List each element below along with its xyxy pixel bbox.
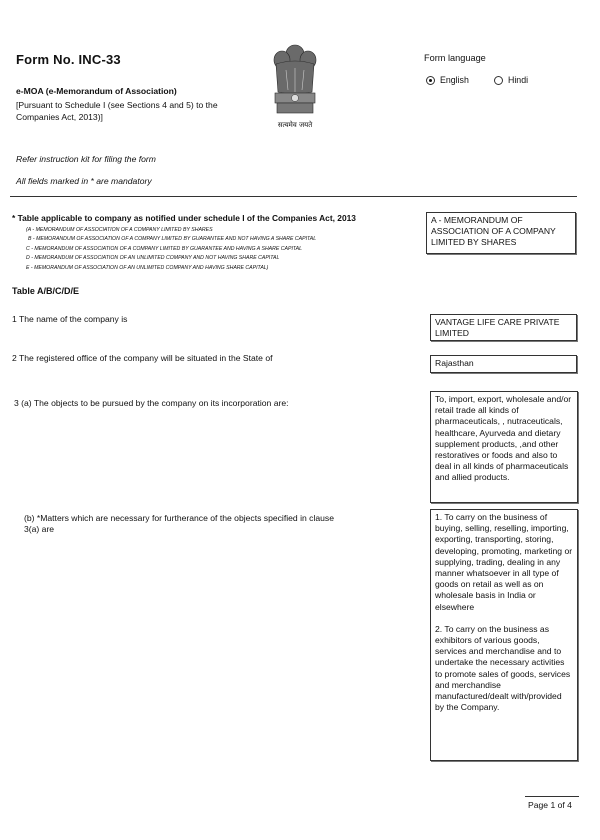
language-option-label: Hindi	[508, 75, 529, 85]
form-subtitle: e-MOA (e-Memorandum of Association)	[16, 86, 177, 96]
form-language-label: Form language	[424, 53, 486, 63]
page-number: Page 1 of 4	[528, 800, 572, 810]
matters-field[interactable]	[430, 509, 578, 761]
language-option-english[interactable]	[426, 75, 469, 85]
table-title: Table A/B/C/D/E	[12, 286, 80, 296]
instruction-note: Refer instruction kit for filing the form	[16, 154, 156, 164]
divider	[10, 196, 577, 197]
registered-office-label: 2 The registered office of the company will be situated in the State of	[12, 353, 273, 363]
schedule-option: D - MEMORANDUM OF ASSOCIATION OF AN UNLIMITED COMPANY AND NOT HAVING SHARE CAPITAL	[26, 255, 280, 262]
pursuant-note: [Pursuant to Schedule I (see Sections 4 and 5) to the Companies Act, 2013)]	[16, 100, 218, 122]
mandatory-note: All fields marked in * are mandatory	[16, 176, 152, 186]
company-name-label: 1 The name of the company is	[12, 314, 128, 324]
matters-paragraph: 2. To carry on the business as exhibitors of various goods, services and merchandise and to undertake the necessary activities to promote sales of goods, services and merchandise manufactured/dealt with/provided by the Company.	[435, 623, 571, 713]
company-name-field[interactable]: VANTAGE LIFE CARE PRIVATE LIMITED	[430, 314, 577, 341]
schedule-table-field[interactable]: A - MEMORANDUM OF ASSOCIATION OF A COMPANY LIMITED BY SHARES	[426, 212, 576, 254]
language-option-label: English	[440, 75, 469, 85]
matters-paragraph: 1. To carry on the business of buying, selling, reselling, importing, exporting, transporting, storing, developing, promoting, marketing or supplying, trading, dealing in any manner whatsoever in all type of goods on retail as well as on wholesale basis in India or elsewhere	[435, 512, 573, 612]
language-option-hindi[interactable]	[494, 75, 528, 85]
footer-divider	[525, 796, 579, 797]
schedule-options-list	[26, 226, 316, 273]
objects-label: 3 (a) The objects to be pursued by the company on its incorporation are:	[14, 398, 289, 408]
schedule-table-label: * Table applicable to company as notified under schedule I of the Companies Act, 2013	[12, 213, 356, 223]
schedule-option: (A - MEMORANDUM OF ASSOCIATION OF A COMPANY LIMITED BY SHARES	[26, 227, 213, 233]
objects-field[interactable]: To, import, export, wholesale and/or retail trade all kinds of pharmaceuticals, , nutraceuticals, healthcare, Ayurveda and dietary supplement products, ,and other restoratives or foods and also to deal in all kinds of pharmaceuticals and allied products.	[430, 391, 578, 503]
radio-unselected-icon[interactable]	[494, 76, 503, 85]
matters-label: (b) *Matters which are necessary for furtherance of the objects specified in clause 3(a) are	[24, 513, 335, 534]
form-number: Form No. INC-33	[16, 52, 121, 67]
radio-selected-icon[interactable]	[426, 76, 435, 85]
schedule-option: C - MEMORANDUM OF ASSOCIATION OF A COMPANY LIMITED BY GUARANTEE AND HAVING A SHARE CAPITAL	[26, 245, 303, 252]
schedule-option: B - MEMORANDUM OF ASSOCIATION OF A COMPANY LIMITED BY GUARANTEE AND NOT HAVING A SHARE CAPITAL	[28, 236, 317, 243]
emblem-caption: सत्यमेव जयते	[277, 121, 313, 129]
registered-office-state-field[interactable]: Rajasthan	[430, 355, 577, 373]
national-emblem-icon	[266, 40, 324, 136]
schedule-option: E - MEMORANDUM OF ASSOCIATION OF AN UNLIMITED COMPANY AND HAVING SHARE CAPITAL)	[26, 264, 269, 271]
